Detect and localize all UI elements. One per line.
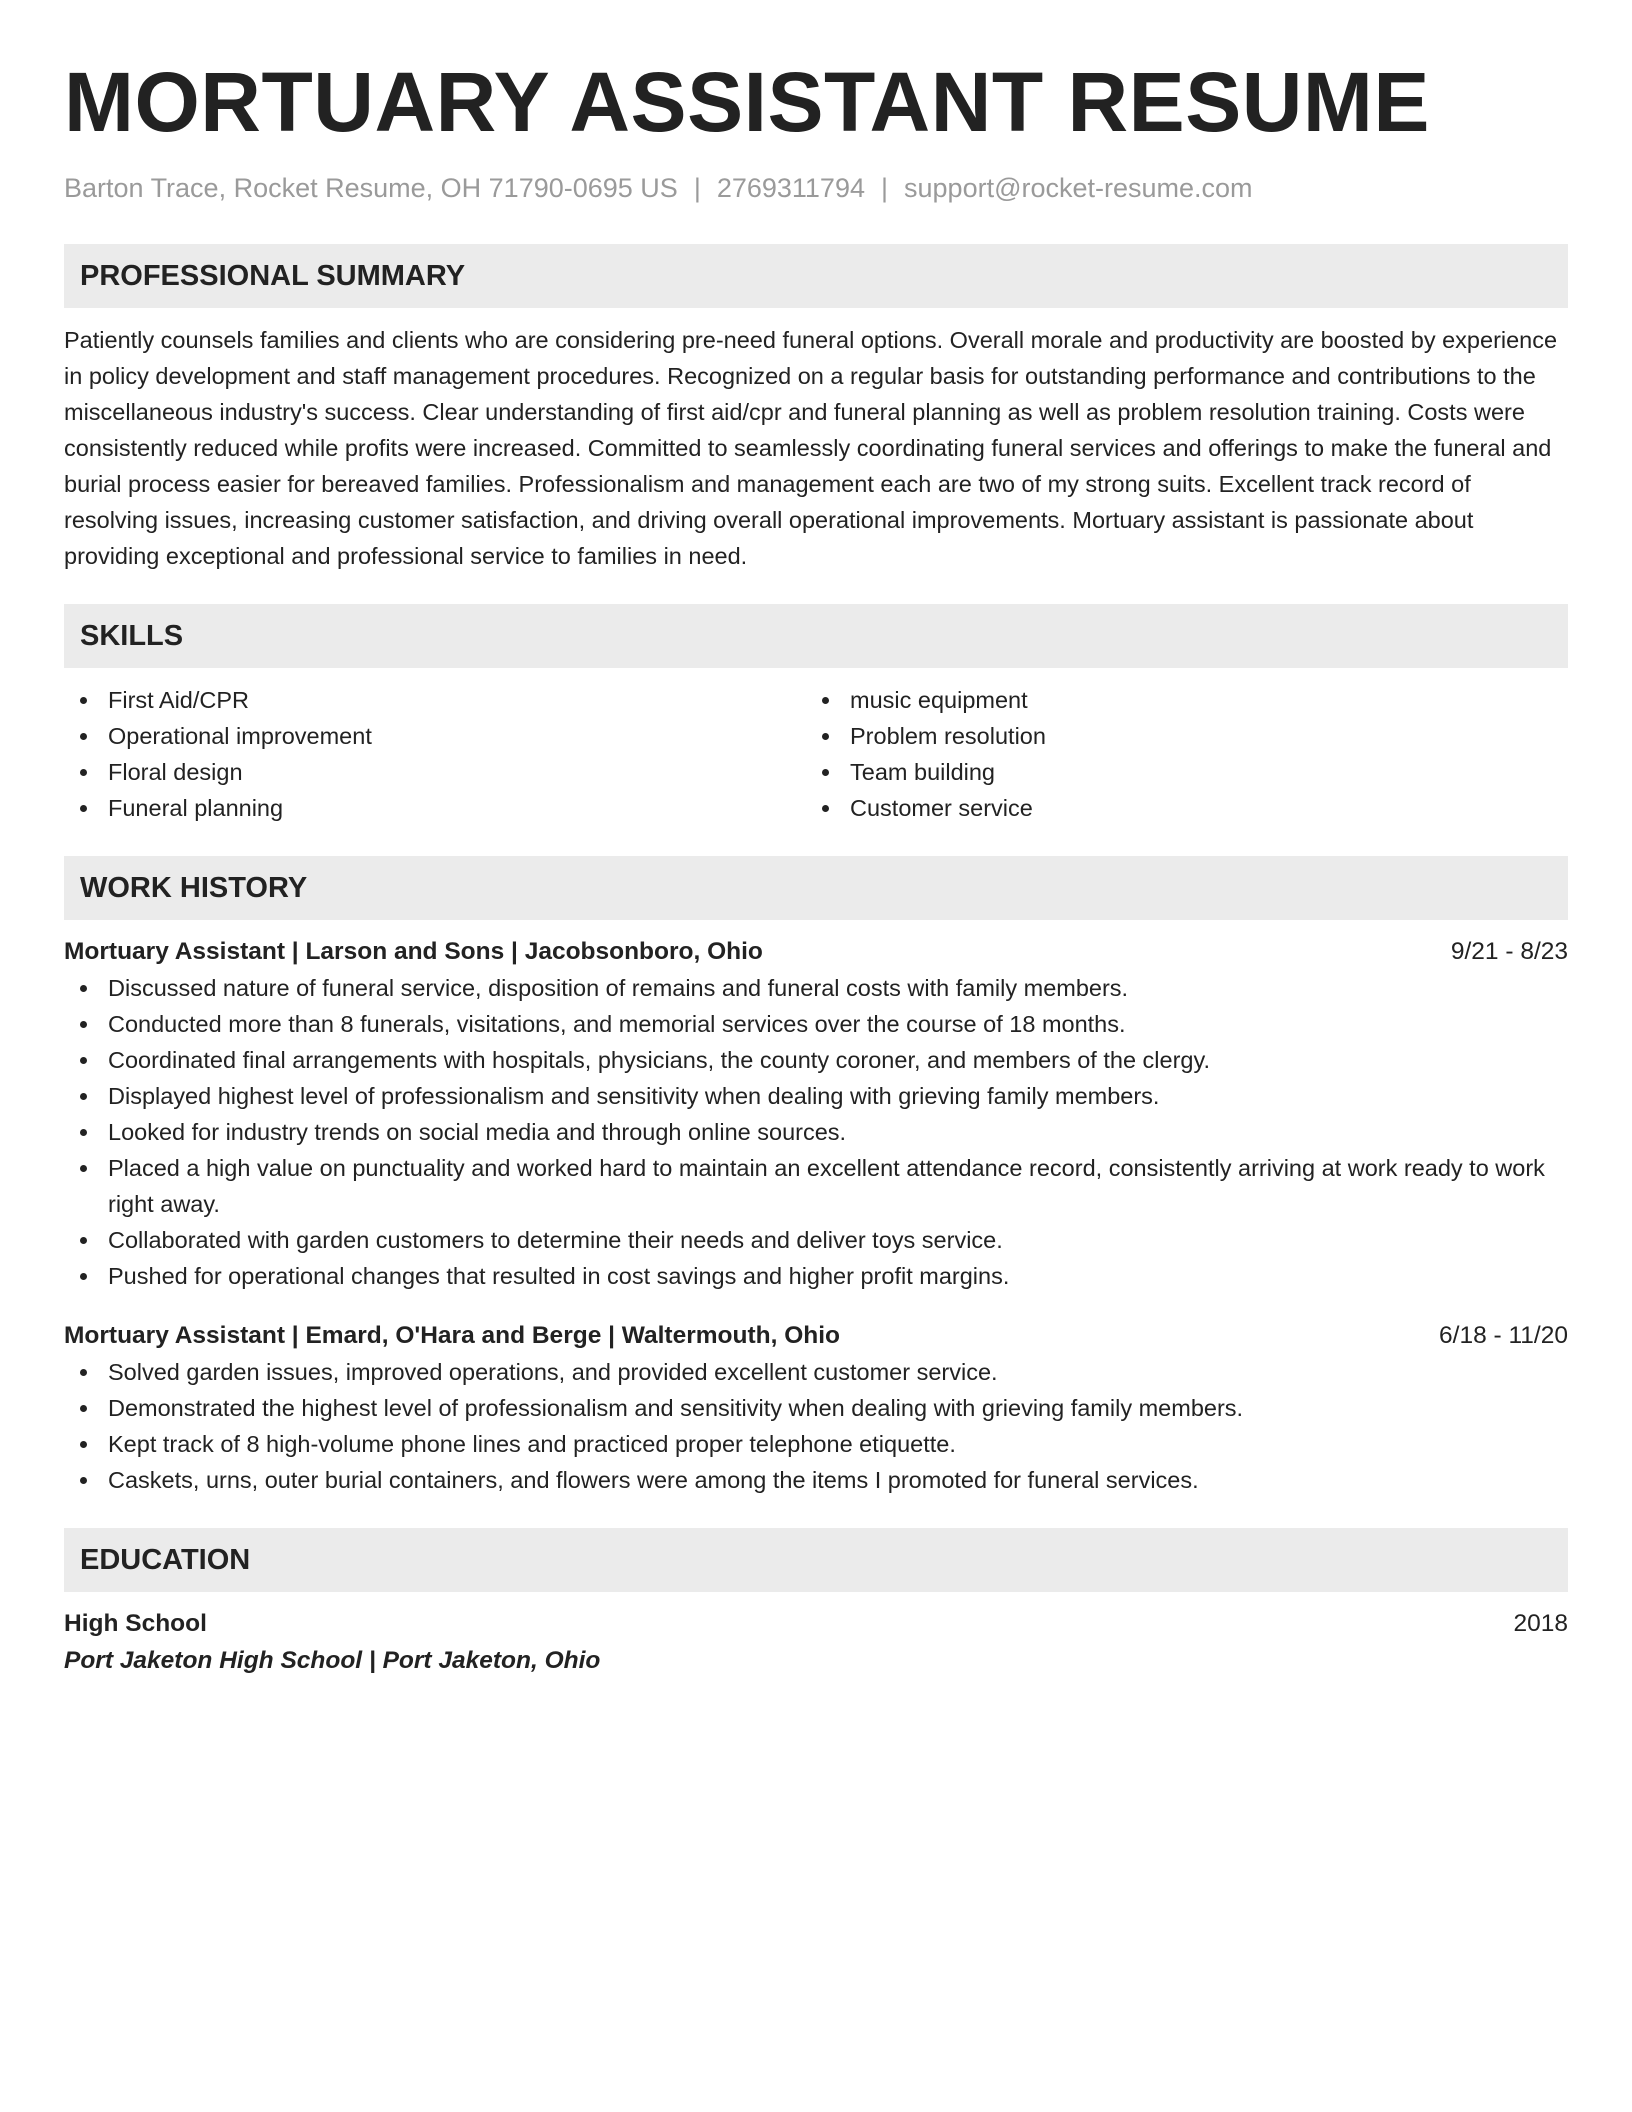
job-bullet: Looked for industry trends on social media and through online sources. bbox=[64, 1114, 1568, 1150]
skill-item: Floral design bbox=[64, 754, 806, 790]
skill-item: music equipment bbox=[806, 682, 1548, 718]
skills-grid bbox=[64, 682, 1568, 826]
job-dates: 6/18 - 11/20 bbox=[1439, 1322, 1568, 1349]
skill-item: Team building bbox=[806, 754, 1548, 790]
education-header bbox=[64, 1606, 1568, 1642]
section-header-skills: SKILLS bbox=[64, 604, 1568, 668]
skills-column-left bbox=[64, 682, 806, 826]
job-bullet: Kept track of 8 high-volume phone lines and practiced proper telephone etiquette. bbox=[64, 1426, 1568, 1462]
job-title: Mortuary Assistant | Emard, O'Hara and Berge | Waltermouth, Ohio bbox=[64, 1322, 840, 1349]
job-bullet: Conducted more than 8 funerals, visitations, and memorial services over the course of 18 months. bbox=[64, 1006, 1568, 1042]
contact-separator: | bbox=[693, 173, 701, 203]
job-title: Mortuary Assistant | Larson and Sons | Jacobsonboro, Ohio bbox=[64, 938, 763, 965]
job-bullet: Coordinated final arrangements with hospitals, physicians, the county coroner, and members of the clergy. bbox=[64, 1042, 1568, 1078]
resume-title: MORTUARY ASSISTANT RESUME bbox=[64, 55, 1430, 149]
job-bullet: Collaborated with garden customers to determine their needs and deliver toys service. bbox=[64, 1222, 1568, 1258]
job-bullets bbox=[64, 970, 1568, 1294]
job-entry bbox=[64, 934, 1568, 1294]
education-year: 2018 bbox=[1513, 1610, 1568, 1637]
job-bullets bbox=[64, 1354, 1568, 1498]
skill-item: First Aid/CPR bbox=[64, 682, 806, 718]
job-bullet: Displayed highest level of professionalism and sensitivity when dealing with grieving family members. bbox=[64, 1078, 1568, 1114]
work-history-section bbox=[64, 856, 1568, 1498]
job-header bbox=[64, 934, 1568, 970]
contact-line bbox=[64, 170, 1568, 206]
education-degree: High School bbox=[64, 1610, 207, 1637]
job-bullet: Placed a high value on punctuality and worked hard to maintain an excellent attendance record, consistently arriving at work ready to work right away. bbox=[64, 1150, 1568, 1222]
job-bullet: Pushed for operational changes that resulted in cost savings and higher profit margins. bbox=[64, 1258, 1568, 1294]
skill-item: Customer service bbox=[806, 790, 1548, 826]
job-bullet: Discussed nature of funeral service, disposition of remains and funeral costs with family members. bbox=[64, 970, 1568, 1006]
job-dates: 9/21 - 8/23 bbox=[1450, 938, 1568, 965]
job-header bbox=[64, 1318, 1568, 1354]
contact-phone: 2769311794 bbox=[716, 173, 865, 203]
education-school: Port Jaketon High School | Port Jaketon, Ohio bbox=[64, 1647, 601, 1674]
summary-text: Patiently counsels families and clients who are considering pre-need funeral options. Overall morale and productivity are boosted by experience in policy development and staff management procedures. Recognized on a regular basis for outstanding performance and contributions to the miscellaneous industry's success. Clear understanding of first aid/cpr and funeral planning as well as problem resolution training. Costs were consistently reduced while profits were increased. Committed to seamlessly coordinating funeral services and offerings to make the funeral and burial process easier for bereaved families. Professionalism and management each are two of my strong suits. Excellent track record of resolving issues, increasing customer satisfaction, and driving overall operational improvements. Mortuary assistant is passionate about providing exceptional and professional service to families in need. bbox=[64, 327, 1558, 569]
contact-separator: | bbox=[881, 173, 889, 203]
contact-address: Barton Trace, Rocket Resume, OH 71790-0695 US bbox=[64, 173, 678, 203]
skill-item: Problem resolution bbox=[806, 718, 1548, 754]
section-header-summary: PROFESSIONAL SUMMARY bbox=[64, 244, 1568, 308]
job-bullet: Solved garden issues, improved operations, and provided excellent customer service. bbox=[64, 1354, 1568, 1390]
skill-item: Funeral planning bbox=[64, 790, 806, 826]
skill-item: Operational improvement bbox=[64, 718, 806, 754]
section-header-education: EDUCATION bbox=[64, 1528, 1568, 1592]
section-header-work-history: WORK HISTORY bbox=[64, 856, 1568, 920]
skills-column-right bbox=[806, 682, 1548, 826]
job-entry bbox=[64, 1318, 1568, 1498]
contact-email: support@rocket-resume.com bbox=[904, 173, 1253, 203]
job-bullet: Demonstrated the highest level of professionalism and sensitivity when dealing with grieving family members. bbox=[64, 1390, 1568, 1426]
job-bullet: Caskets, urns, outer burial containers, and flowers were among the items I promoted for funeral services. bbox=[64, 1462, 1568, 1498]
